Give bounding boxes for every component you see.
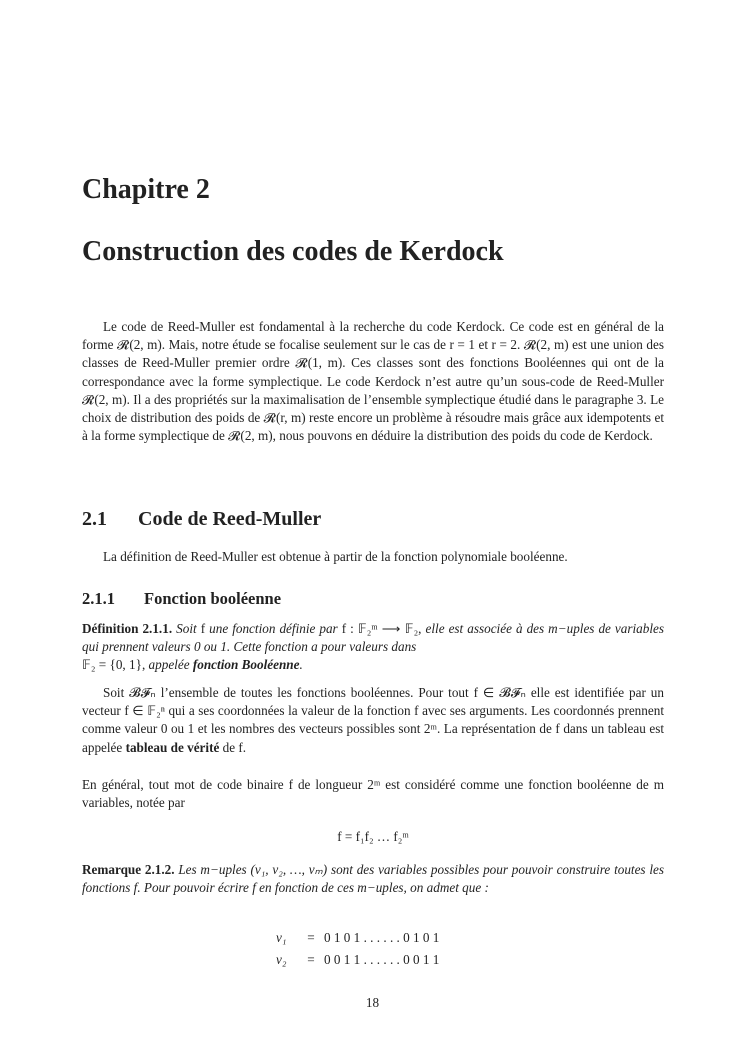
remark-block — [82, 861, 664, 897]
definition-end: . — [299, 657, 303, 673]
paragraph-general: En général, tout mot de code binaire f de longueur 2ᵐ est considéré comme une fonction booléenne de m variables, notée par — [82, 777, 664, 811]
definition-text-d: appelée — [148, 657, 190, 673]
subsection-title: Fonction booléenne — [144, 589, 282, 608]
equation: f = f₁f₂ … f₂ᵐ — [337, 829, 409, 844]
paragraph-boolean-functions — [82, 684, 664, 757]
definition-map: f : 𝔽₂ᵐ ⟶ 𝔽₂, — [341, 621, 422, 636]
definition-text-a: Soit — [176, 621, 197, 636]
definition-text-b: une fonction définie par — [209, 621, 338, 636]
intro-paragraph: Le code de Reed-Muller est fondamental à la recherche du code Kerdock. Ce code est en général de la forme 𝓡(2, m). Mais, notre étude se focalise seulement sur le cas de r = 1 et r = 2. 𝓡(2, m) est une union des classes de Reed-Muller premier ordre 𝓡(1, m). Ces classes sont des fonctions Booléennes qui ont de la correspondance avec la forme symplectique. Le code Kerdock n’est autre qu’un sous-code de Reed-Muller 𝓡(2, m). Il a des propriétés sur la maximalisation de l’ensemble symplectique étudié dans le paragraphe 3. Le choix de distribution des poids de 𝓡(r, m) reste encore un problème à résoudre mais grâce aux idempotents et à la forme symplectique de 𝓡(2, m), nous pouvons en déduire la distribution des poids du code de Kerdock. — [82, 319, 664, 444]
page-number: 18 — [365, 995, 380, 1010]
vector-lhs: v₂ — [276, 952, 287, 967]
chapter-title: Construction des codes de Kerdock — [82, 236, 504, 267]
definition-text-c: elle est associée à des m−uples de variables qui prennent valeurs 0 ou 1. Cette fonction a pour valeurs dans — [82, 621, 665, 655]
paragraph-bf-lead: Soit 𝓑𝓕ₙ l’ensemble de toutes les fonctions booléennes. Pour tout f ∈ 𝓑𝓕ₙ elle est identifiée par un vecteur f ∈ 𝔽₂ⁿ qui a ses coordonnées la valeur de la fonction f avec ses arguments. Les coordonnés prennent comme valeur 0 ou 1 et les nombres des vecteurs possibles sont 2ᵐ. La représentation de f dans un tableau est appelée — [82, 685, 664, 755]
vector-row — [276, 930, 439, 952]
section-heading — [82, 508, 321, 531]
definition-label: Définition 2.1.1. — [82, 621, 173, 636]
definition-field: 𝔽₂ = {0, 1}, — [82, 657, 146, 673]
vector-eq: = — [307, 930, 315, 945]
chapter-number: Chapitre 2 — [82, 174, 210, 205]
subsection-number: 2.1.1 — [82, 589, 115, 608]
section-title: Code de Reed-Muller — [138, 508, 322, 530]
vector-eq: = — [307, 952, 315, 967]
remark-label: Remarque 2.1.2. — [82, 862, 175, 877]
definition-block — [82, 620, 664, 675]
definition-f: f — [200, 621, 206, 636]
paragraph-bf-bold-term: tableau de vérité — [125, 739, 220, 755]
vector-rhs: 0 0 1 1 . . . . . . 0 0 1 1 — [324, 952, 440, 967]
section-intro: La définition de Reed-Muller est obtenue à partir de la fonction polynomiale booléenne. — [103, 549, 568, 564]
subsection-heading — [82, 589, 281, 609]
definition-bold-term: fonction Booléenne — [192, 657, 300, 673]
vector-lhs: v₁ — [276, 930, 287, 945]
section-number: 2.1 — [82, 508, 107, 530]
vector-table — [276, 930, 439, 974]
paragraph-bf-tail: de f. — [222, 739, 247, 755]
remark-text: Les m−uples (v₁, v₂, …, vₘ) sont des variables possibles pour pouvoir construire toutes les fonctions f. Pour pouvoir écrire f en fonction de ces m−uples, on admet que : — [82, 862, 664, 896]
vector-rhs: 0 1 0 1 . . . . . . 0 1 0 1 — [324, 930, 440, 945]
vector-row — [276, 952, 439, 974]
